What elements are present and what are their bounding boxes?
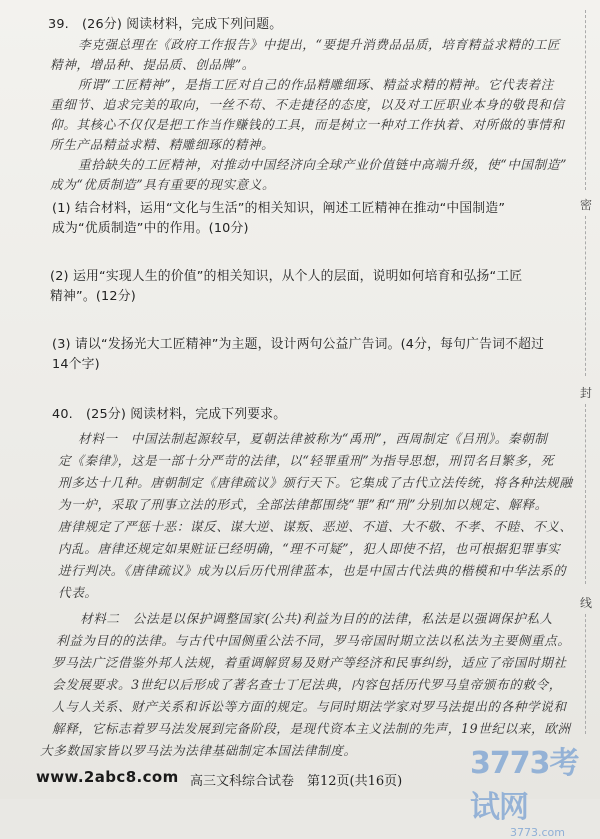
q39-line-8: 成为“优质制造”具有重要的现实意义。 bbox=[50, 177, 276, 192]
seal-line-top bbox=[585, 10, 586, 190]
q40-m1-line-5: 唐律规定了严惩十恶：谋反、谋大逆、谋叛、恶逆、不道、大不敬、不孝、不睦、不义、 bbox=[58, 519, 573, 534]
q40-m2-line-5: 人与人关系、财产关系和诉讼等方面的规定。与同时期法学家对罗马法提出的各种学说和 bbox=[52, 699, 567, 714]
q39-header: 39. (26分) 阅读材料，完成下列问题。 bbox=[48, 17, 283, 32]
q39-sub1-line-2: 成为“优质制造”中的作用。(10分) bbox=[52, 221, 249, 236]
q39-line-6: 所生产品精益求精、精雕细琢的精神。 bbox=[50, 137, 275, 152]
q40-m1-line-1: 材料一 中国法制起源较早，夏朝法律被称为“禹刑”，西周制定《吕刑》。秦朝制 bbox=[78, 431, 548, 446]
q40-m1-line-2: 定《秦律》，这是一部十分严苛的法律，以“轻罪重刑”为指导思想，刑罚名目繁多，死 bbox=[58, 453, 554, 468]
q40-m2-line-6: 解释，它标志着罗马法发展到完备阶段，是现代资本主义法制的先声，19世纪以来，欧洲 bbox=[52, 721, 571, 736]
q39-line-3: 所谓“工匠精神”，是指工匠对自己的作品精雕细琢、精益求精的精神。它代表着注 bbox=[78, 77, 554, 92]
seal-mark-xian: 线 bbox=[580, 596, 593, 610]
watermark-logo-title: 3773考试网 bbox=[470, 746, 579, 825]
q39-line-7: 重拾缺失的工匠精神，对推动中国经济向全球产业价值链中高端升级，使“中国制造” bbox=[78, 157, 568, 172]
watermark-logo-subtitle: 3773.com bbox=[510, 826, 565, 839]
q39-sub2-line-2: 精神”。(12分) bbox=[50, 289, 136, 304]
q39-line-5: 仰。其核心不仅仅是把工作当作赚钱的工具，而是树立一种对工作执着、对所做的事情和 bbox=[50, 117, 565, 132]
q40-m2-line-3: 罗马法广泛借鉴外邦人法规，着重调解贸易及财产等经济和民事纠纷，适应了帝国时期社 bbox=[52, 655, 567, 670]
seal-mark-mi: 密 bbox=[580, 198, 593, 212]
seal-line-bottom bbox=[585, 614, 586, 734]
q39-sub1-line-1: (1) 结合材料，运用“文化与生活”的相关知识，阐述工匠精神在推动“中国制造” bbox=[52, 201, 506, 216]
q39-sub2-line-1: (2) 运用“实现人生的价值”的相关知识，从个人的层面，说明如何培育和弘扬“工匠 bbox=[50, 269, 523, 284]
watermark-logo bbox=[470, 738, 590, 839]
seal-mark-feng: 封 bbox=[580, 386, 593, 400]
q40-m2-line-7: 大多数国家皆以罗马法为法律基础制定本国法律制度。 bbox=[40, 743, 357, 758]
q40-header: 40. (25分) 阅读材料，完成下列要求。 bbox=[52, 407, 287, 422]
page-footer: 高三文科综合试卷 第12页(共16页) bbox=[190, 774, 403, 789]
q40-m2-line-4: 会发展要求。3世纪以后形成了著名查士丁尼法典，内容包括历代罗马皇帝颁布的敕令， bbox=[52, 677, 562, 692]
q39-sub3-line-1: (3) 请以“发扬光大工匠精神”为主题，设计两句公益广告词。(4分，每句广告词不超过 bbox=[52, 337, 545, 352]
watermark-url: www.2abc8.com bbox=[36, 768, 179, 786]
q39-sub3-line-2: 14个字) bbox=[52, 357, 100, 372]
q40-m2-line-2: 利益为目的的法律。与古代中国侧重公法不同，罗马帝国时期立法以私法为主要侧重点。 bbox=[56, 633, 571, 648]
q40-m2-line-1: 材料二 公法是以保护调整国家(公共)利益为目的的法律，私法是以强调保护私人 bbox=[80, 611, 553, 626]
q39-line-1: 李克强总理在《政府工作报告》中提出，“要提升消费品品质，培育精益求精的工匠 bbox=[78, 37, 561, 52]
q39-line-4: 重细节、追求完美的取向，一丝不苟、不走捷径的态度，以及对工匠职业本身的敬畏和信 bbox=[50, 97, 565, 112]
q40-m1-line-3: 刑多达十几种。唐朝制定《唐律疏议》颁行天下。它集成了古代立法传统，将各种法规融 bbox=[58, 475, 573, 490]
q40-m1-line-7: 进行判决。《唐律疏议》成为以后历代刑律蓝本，也是中国古代法典的楷模和中华法系的 bbox=[58, 563, 567, 578]
q39-line-2: 精神，增品种、提品质、创品牌”。 bbox=[50, 57, 255, 72]
seal-line-lower bbox=[585, 404, 586, 584]
q40-m1-line-8: 代表。 bbox=[58, 585, 98, 600]
q40-m1-line-4: 为一炉，采取了刑事立法的形式，全部法律都围绕“罪”和“刑”分别加以规定、解释。 bbox=[58, 497, 548, 512]
q40-m1-line-6: 内乱。唐律还规定如果赃证已经明确，“理不可疑”，犯人即使不招，也可根据犯罪事实 bbox=[58, 541, 561, 556]
seal-line-middle bbox=[585, 216, 586, 376]
